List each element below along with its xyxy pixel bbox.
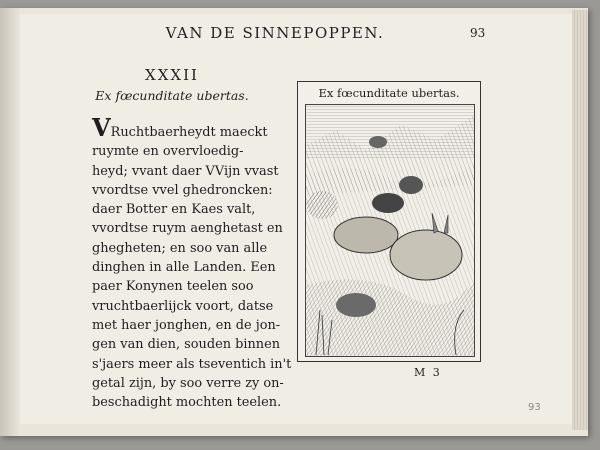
text-line-14: getal zijn, by soo verre zy on- (92, 375, 284, 391)
emblem-body-text (92, 113, 292, 412)
text-line-1-content: Ruchtbaerheydt maeckt (110, 125, 268, 140)
emblem-plate (297, 81, 481, 362)
emblem-number: XXXII (145, 66, 199, 84)
spine-shadow (0, 8, 22, 436)
text-line-6: vvordtse ruym aenghetast en (92, 221, 283, 237)
running-head: VAN DE SINNEPOPPEN. (165, 24, 385, 42)
text-line-3: heyd; vvant daer VVijn vvast (92, 163, 279, 179)
text-line-8: dinghen in alle Landen. Een (92, 260, 276, 276)
page-edges (572, 10, 588, 430)
rabbit-distant (369, 136, 387, 148)
burrow (306, 191, 338, 219)
rabbit-large-right (390, 230, 462, 280)
page-number: 93 (470, 26, 486, 40)
text-line-4: vvordtse vvel ghedroncken: (92, 182, 273, 198)
rabbit-right (399, 176, 423, 194)
text-line-11: met haer jonghen, en de jon- (92, 317, 281, 333)
plate-caption: Ex fœcunditate ubertas. (318, 86, 460, 100)
rabbit-middle (372, 193, 404, 213)
emblem-motto: Ex fœcunditate ubertas. (95, 88, 249, 103)
drop-cap: V (92, 113, 111, 142)
text-line-7: ghegheten; en soo van alle (92, 240, 268, 256)
text-line-15: beschadight mochten teelen. (92, 395, 282, 411)
text-line-13: s'jaers meer als tseventich in't (92, 356, 292, 372)
text-line-12: gen van dien, souden binnen (92, 337, 281, 353)
rabbit-young (336, 293, 376, 317)
signature-mark: M 3 (414, 366, 442, 379)
text-line-5: daer Botter en Kaes valt, (92, 202, 256, 218)
text-line-9: paer Konynen teelen soo (92, 279, 254, 295)
pencil-page-number: 93 (528, 402, 541, 413)
text-line-10: vruchtbaerlijck voort, datse (92, 298, 274, 314)
rabbits-engraving (305, 104, 475, 357)
rabbit-large-left (334, 217, 398, 253)
text-line-2: ruymte en overvloedig- (92, 144, 244, 160)
text-line-1 (92, 113, 278, 142)
